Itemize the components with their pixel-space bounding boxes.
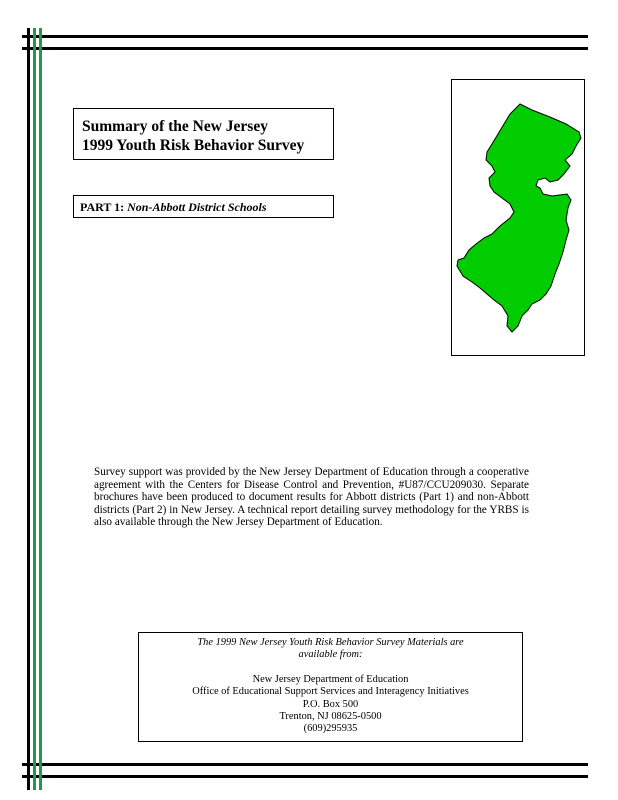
new-jersey-map-icon	[452, 80, 586, 357]
availability-office: Office of Educational Support Services and Interagency Initiatives	[192, 686, 469, 698]
title-box	[73, 108, 334, 160]
left-rule-black	[27, 28, 30, 790]
map-box	[451, 79, 585, 356]
left-rule-green-1	[33, 28, 36, 790]
availability-box	[138, 632, 523, 742]
title-line-1: Summary of the New Jersey	[82, 118, 268, 135]
availability-po-box: P.O. Box 500	[302, 698, 359, 710]
bottom-rule-1	[22, 763, 588, 766]
availability-org: New Jersey Department of Education	[252, 673, 409, 685]
left-rule-green-2	[39, 28, 42, 790]
bottom-rule-2	[22, 775, 588, 778]
part-label: PART 1:	[80, 200, 125, 214]
support-paragraph: Survey support was provided by the New Jersey Department of Education through a cooperative agreement with the Centers for Disease Control and Prevention, #U87/CCU209030. Separate brochures have been produced to document results for Abbott districts (Part 1) and non-Abbott districts (Part 2) in New Jersey. A technical report detailing survey methodology for the YRBS is also available through the New Jersey Department of Education.	[94, 466, 529, 529]
top-rule-2	[22, 47, 588, 50]
part-name: Non-Abbott District Schools	[127, 200, 267, 214]
new-jersey-state-shape	[457, 104, 581, 332]
availability-intro-1: The 1999 New Jersey Youth Risk Behavior Survey Materials are	[197, 637, 464, 648]
top-rule-1	[22, 35, 588, 38]
availability-intro-2: available from:	[298, 649, 363, 661]
part-box	[73, 195, 334, 218]
availability-phone: (609)295935	[303, 723, 358, 735]
availability-city: Trenton, NJ 08625-0500	[279, 711, 382, 723]
title-line-2: 1999 Youth Risk Behavior Survey	[82, 137, 305, 154]
